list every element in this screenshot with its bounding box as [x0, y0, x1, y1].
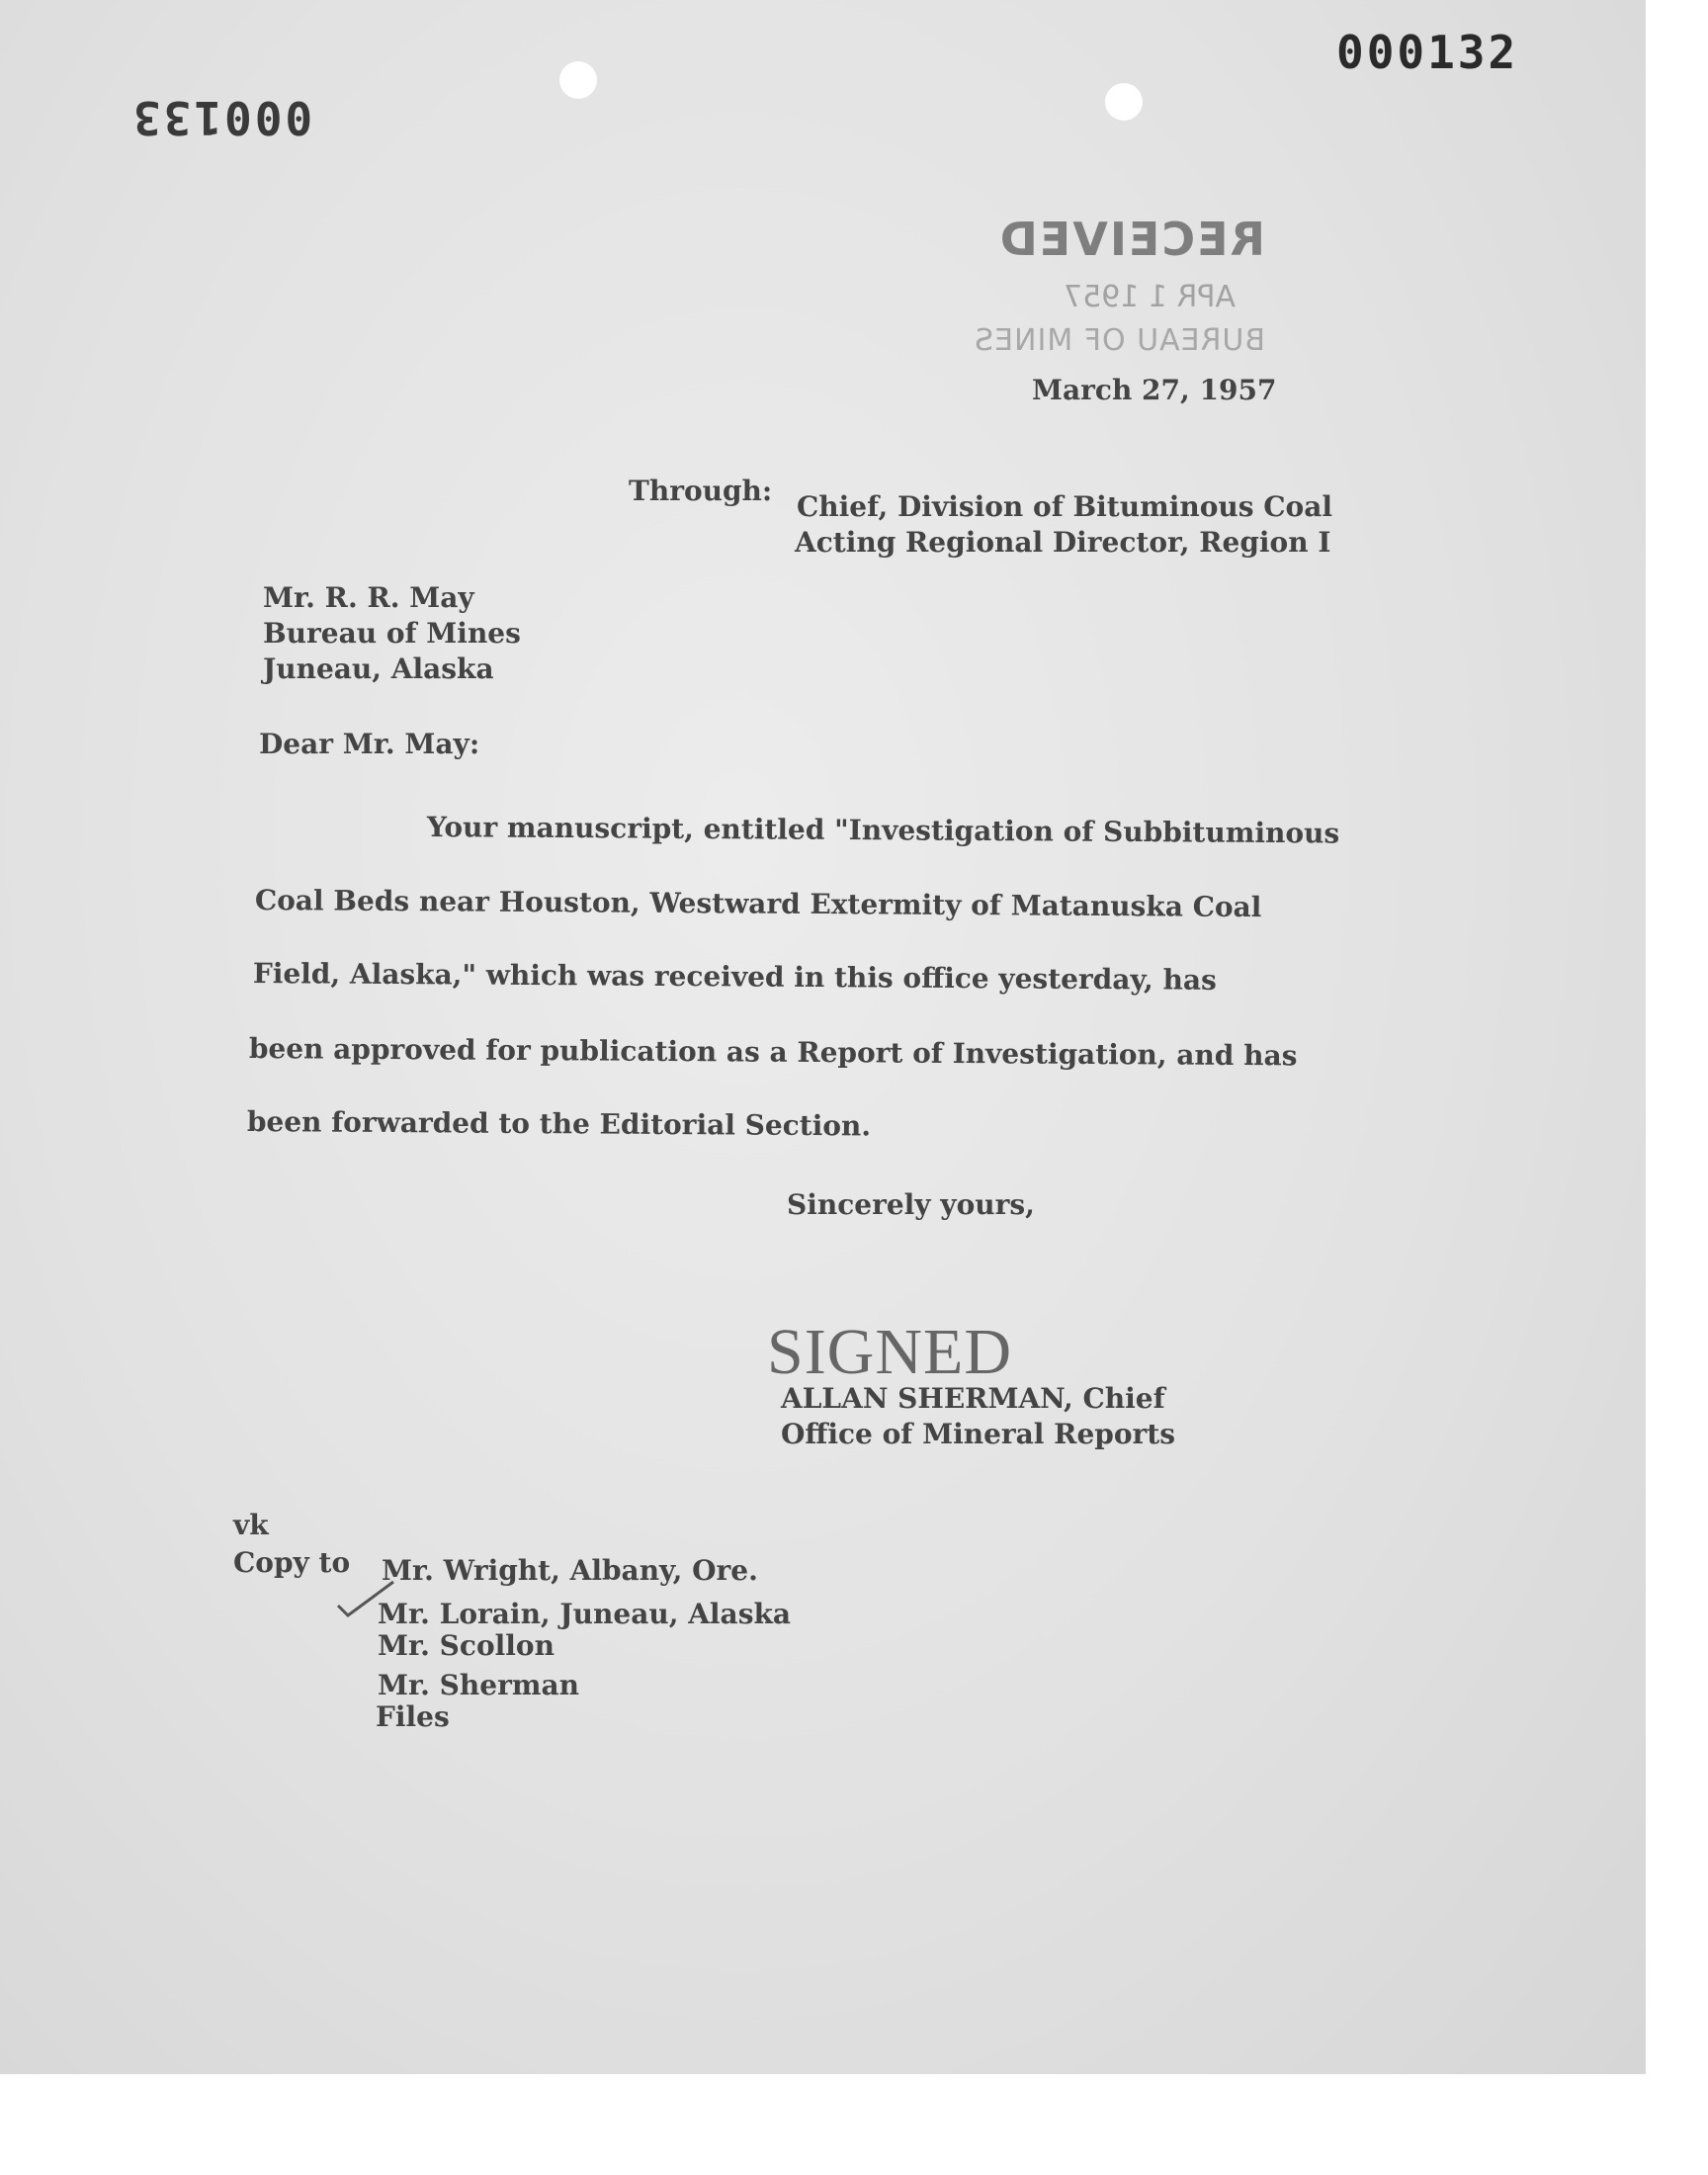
- copy-recipient: Mr. Scollon: [378, 1629, 555, 1662]
- page-number: 000132: [1336, 26, 1519, 79]
- signer-office: Office of Mineral Reports: [781, 1418, 1175, 1450]
- body-line: Coal Beds near Houston, Westward Extermity of Matanuska Coal: [254, 884, 1262, 924]
- copy-recipient: Mr. Lorain, Juneau, Alaska: [378, 1598, 792, 1630]
- page-number-mirrored: 000133: [130, 91, 313, 144]
- salutation: Dear Mr. May:: [259, 728, 480, 760]
- through-line: Chief, Division of Bituminous Coal: [797, 490, 1332, 523]
- through-line: Acting Regional Director, Region I: [795, 526, 1331, 559]
- received-stamp-title: RECEIVED: [997, 213, 1265, 266]
- received-stamp-date: APR 1 1957: [1064, 280, 1236, 314]
- letter-date: March 27, 1957: [1032, 374, 1277, 406]
- recipient-line: Bureau of Mines: [263, 617, 521, 650]
- through-label: Through:: [629, 475, 773, 507]
- received-stamp: [949, 203, 1265, 371]
- closing: Sincerely yours,: [787, 1188, 1035, 1221]
- typist-initials: vk: [233, 1509, 269, 1541]
- body-line: Your manuscript, entitled "Investigation of Subbituminous: [426, 811, 1340, 850]
- received-stamp-office: BUREAU OF MINES: [974, 323, 1265, 358]
- punch-hole-left: [559, 61, 597, 99]
- recipient-line: Juneau, Alaska: [263, 652, 494, 685]
- recipient-line: Mr. R. R. May: [263, 581, 474, 614]
- punch-hole-right: [1105, 83, 1143, 121]
- body-line: Field, Alaska," which was received in this office yesterday, has: [252, 957, 1217, 997]
- body-line: been forwarded to the Editorial Section.: [246, 1105, 872, 1143]
- signature-stamp: SIGNED: [767, 1316, 1012, 1388]
- copy-recipient: Mr. Wright, Albany, Ore.: [382, 1554, 758, 1587]
- copy-recipient: Mr. Sherman: [378, 1669, 579, 1701]
- copy-recipient: Files: [376, 1700, 450, 1733]
- signer-name: ALLAN SHERMAN, Chief: [781, 1382, 1165, 1415]
- body-line: been approved for publication as a Report of Investigation, and has: [248, 1032, 1298, 1073]
- copy-label: Copy to: [233, 1546, 351, 1579]
